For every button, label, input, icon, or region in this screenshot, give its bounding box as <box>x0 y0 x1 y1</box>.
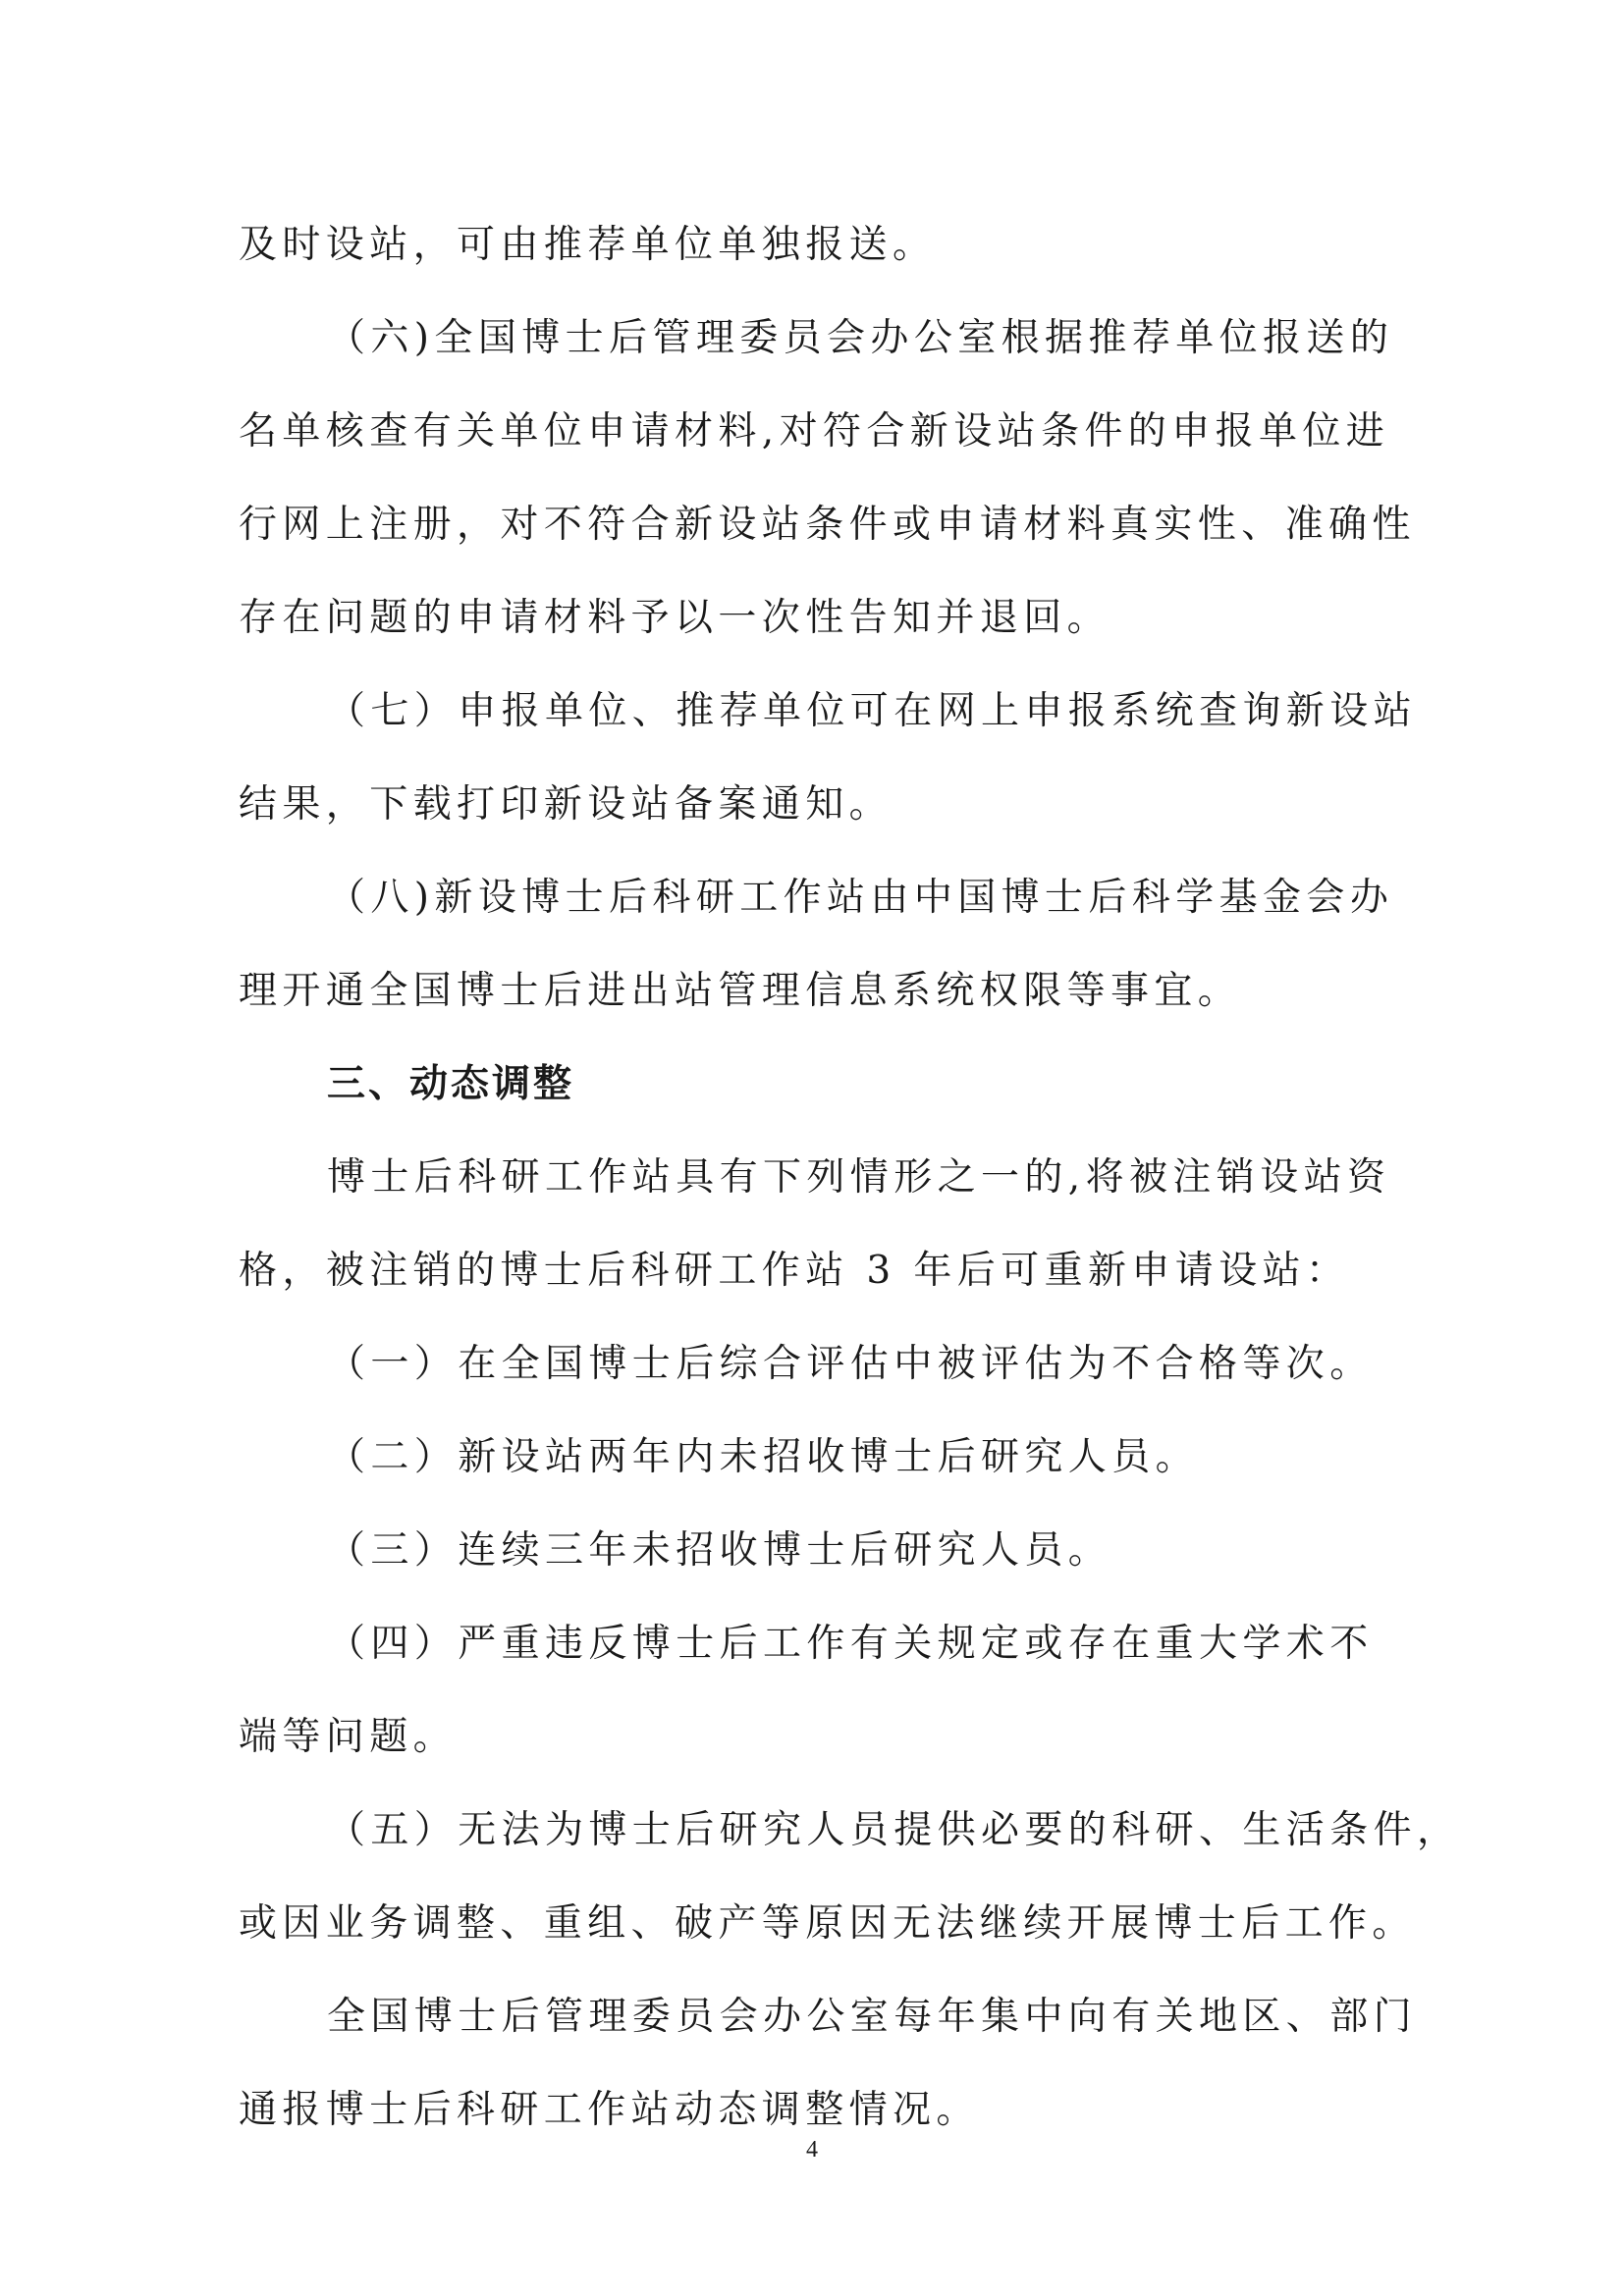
text-line: 理开通全国博士后进出站管理信息系统权限等事宜。 <box>239 969 1242 1013</box>
text-line: 或因业务调整、重组、破产等原因无法继续开展博士后工作。 <box>239 1901 1416 1946</box>
section-heading: 三、动态调整 <box>327 1062 575 1106</box>
list-item-4: （四）严重违反博士后工作有关规定或存在重大学术不 <box>327 1622 1374 1666</box>
text-line: 存在问题的申请材料予以一次性告知并退回。 <box>239 596 1111 640</box>
paragraph-item-6: （六)全国博士后管理委员会办公室根据推荐单位报送的 <box>327 316 1394 360</box>
text-line: 名单核查有关单位申请材料,对符合新设站条件的申报单位进 <box>239 409 1390 454</box>
list-item-1: （一）在全国博士后综合评估中被评估为不合格等次。 <box>327 1342 1374 1386</box>
text-line: 结果，下载打印新设站备案通知。 <box>239 782 893 827</box>
text-line: 及时设站，可由推荐单位单独报送。 <box>239 223 937 267</box>
paragraph-notice: 全国博士后管理委员会办公室每年集中向有关地区、部门 <box>327 1995 1418 2039</box>
text-line: 格，被注销的博士后科研工作站 3 年后可重新申请设站： <box>239 1249 1350 1293</box>
list-item-5: （五）无法为博士后研究人员提供必要的科研、生活条件， <box>327 1808 1461 1852</box>
text-line: 端等问题。 <box>239 1715 458 1759</box>
paragraph-item-7: （七）申报单位、推荐单位可在网上申报系统查询新设站 <box>327 689 1418 733</box>
page-number: 4 <box>806 2137 818 2163</box>
text-line: 行网上注册，对不符合新设站条件或申请材料真实性、准确性 <box>239 503 1416 547</box>
list-item-2: （二）新设站两年内未招收博士后研究人员。 <box>327 1435 1200 1479</box>
list-item-3: （三）连续三年未招收博士后研究人员。 <box>327 1528 1112 1573</box>
text-line: 通报博士后科研工作站动态调整情况。 <box>239 2088 980 2132</box>
paragraph-intro: 博士后科研工作站具有下列情形之一的,将被注销设站资 <box>327 1155 1391 1200</box>
paragraph-item-8: （八)新设博士后科研工作站由中国博士后科学基金会办 <box>327 876 1394 920</box>
